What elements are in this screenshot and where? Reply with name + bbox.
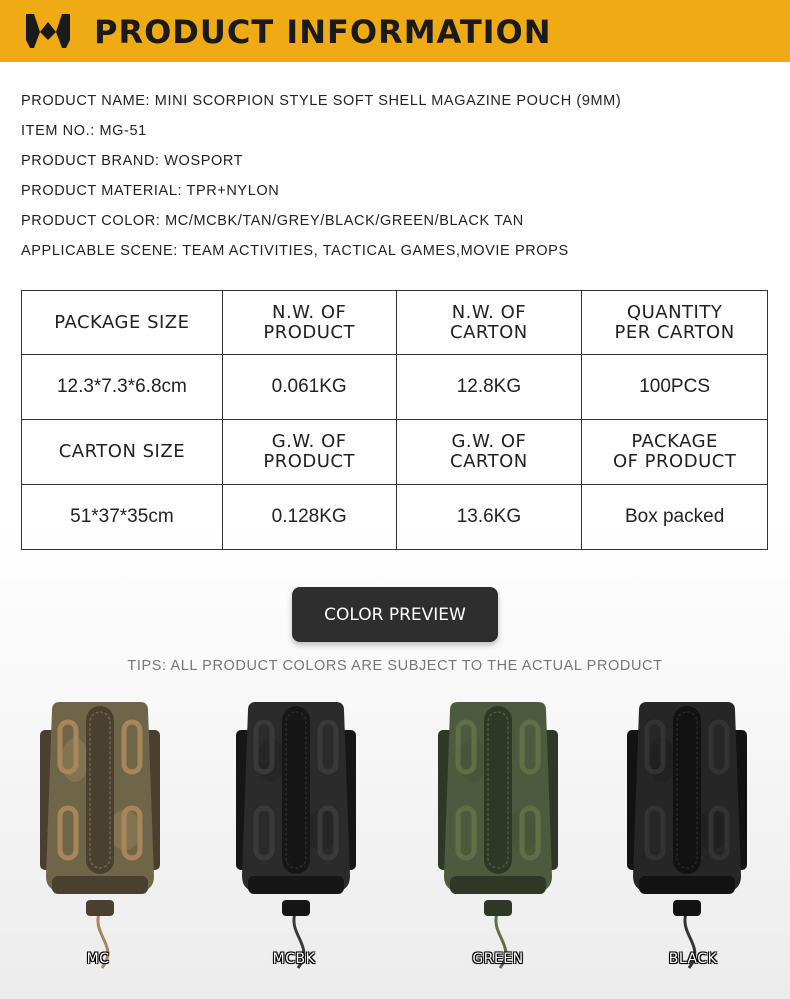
table-row: [22, 291, 768, 355]
value-package-size: 12.3*7.3*6.8cm: [22, 355, 223, 420]
pouch-label-mc: MC: [86, 951, 110, 967]
header-gw-product: G.W. OF PRODUCT: [222, 420, 396, 484]
pouch-image-black: [617, 700, 757, 970]
pouch-illustration: [30, 700, 170, 970]
header-carton-size: CARTON SIZE: [22, 420, 223, 484]
pouch-illustration: [226, 700, 366, 970]
value-nw-product: 0.061KG: [222, 355, 396, 420]
pouch-image-green: [428, 700, 568, 970]
product-brand: PRODUCT BRAND: WOSPORT: [21, 153, 244, 169]
header-package-size: PACKAGE SIZE: [22, 291, 223, 355]
spec-table: [21, 290, 768, 550]
pouch-illustration: [617, 700, 757, 970]
item-number: ITEM NO.: MG-51: [21, 123, 147, 139]
value-gw-carton: 13.6KG: [396, 484, 582, 549]
table-row: [22, 420, 768, 484]
pouch-label-mcbk: MCBK: [272, 951, 316, 967]
tips-text: TIPS: ALL PRODUCT COLORS ARE SUBJECT TO THE ACTUAL PRODUCT: [127, 658, 663, 674]
value-quantity-per-carton: 100PCS: [582, 355, 768, 420]
header-quantity-per-carton: QUANTITY PER CARTON: [582, 291, 768, 355]
value-package-of-product: Box packed: [582, 484, 768, 549]
table-row: [22, 484, 768, 549]
applicable-scene: APPLICABLE SCENE: TEAM ACTIVITIES, TACTICAL GAMES,MOVIE PROPS: [21, 243, 569, 259]
product-info-list: [21, 90, 621, 270]
product-color: PRODUCT COLOR: MC/MCBK/TAN/GREY/BLACK/GREEN/BLACK TAN: [21, 213, 524, 229]
header-gw-carton: G.W. OF CARTON: [396, 420, 582, 484]
pouch-image-mc: [30, 700, 170, 970]
product-material: PRODUCT MATERIAL: TPR+NYLON: [21, 183, 280, 199]
header-package-of-product: PACKAGE OF PRODUCT: [582, 420, 768, 484]
pouch-label-green: GREEN: [472, 951, 524, 967]
header-nw-product: N.W. OF PRODUCT: [222, 291, 396, 355]
color-preview-button[interactable]: COLOR PREVIEW: [292, 587, 498, 642]
header-nw-carton: N.W. OF CARTON: [396, 291, 582, 355]
header-banner: [0, 0, 790, 62]
pouch-label-black: BLACK: [668, 951, 718, 967]
value-nw-carton: 12.8KG: [396, 355, 582, 420]
page-title: PRODUCT INFORMATION: [94, 13, 552, 51]
pouch-illustration: [428, 700, 568, 970]
product-name: PRODUCT NAME: MINI SCORPION STYLE SOFT SHELL MAGAZINE POUCH (9MM): [21, 93, 622, 109]
wosport-logo-icon: [26, 12, 70, 50]
value-gw-product: 0.128KG: [222, 484, 396, 549]
table-row: [22, 355, 768, 420]
value-carton-size: 51*37*35cm: [22, 484, 223, 549]
pouch-image-mcbk: [226, 700, 366, 970]
